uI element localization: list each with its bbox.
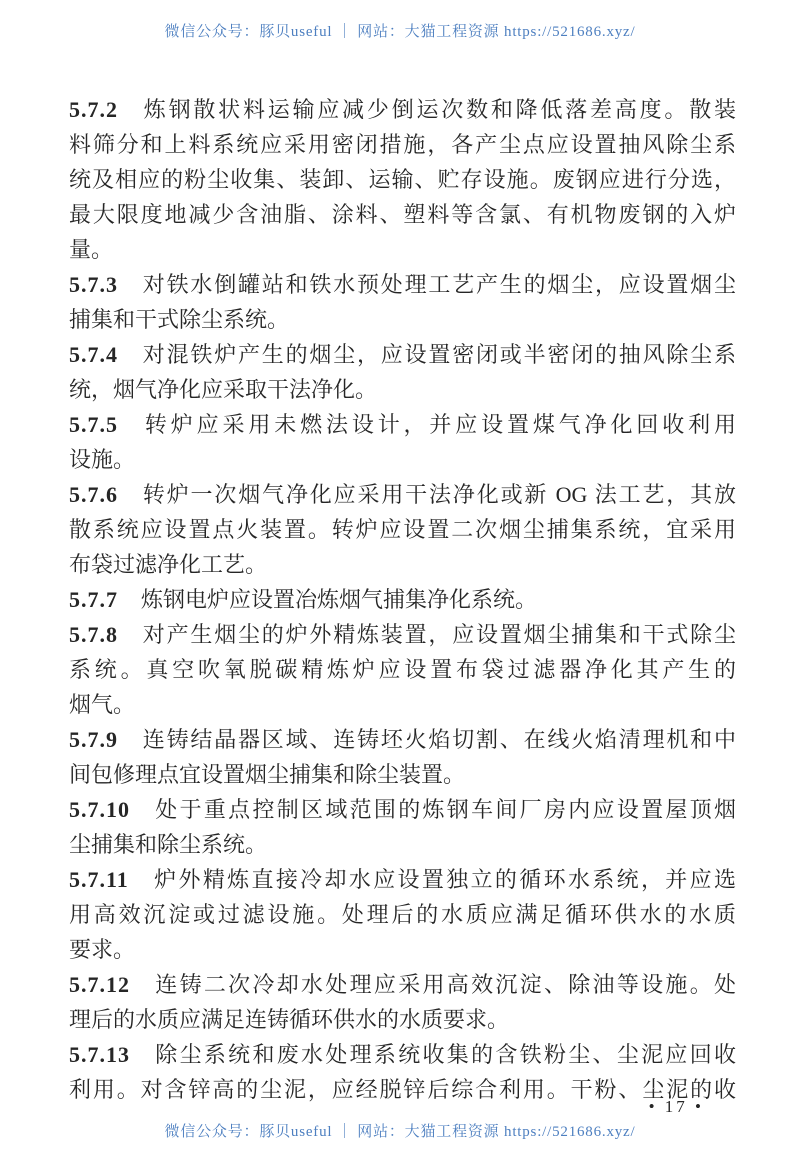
text-line (69, 337, 736, 372)
section-number: 5.7.11 (69, 867, 129, 892)
text-line: 捕集和干式除尘系统。 (69, 307, 290, 332)
text-line: 布袋过滤净化工艺。 (69, 552, 268, 577)
number-gap (129, 886, 152, 887)
text-line (69, 267, 736, 302)
number-gap (118, 431, 141, 432)
line-text: 连铸结晶器区域、连铸坯火焰切割、在线火焰清理机和中 (141, 727, 736, 752)
text-line (69, 582, 736, 617)
text-line (69, 407, 736, 442)
line-text: 炼钢电炉应设置冶炼烟气捕集净化系统。 (141, 587, 538, 612)
text-line: 间包修理点宜设置烟尘捕集和除尘装置。 (69, 762, 466, 787)
line-text: 对混铁炉产生的烟尘，应设置密闭或半密闭的抽风除尘系 (141, 342, 736, 367)
line-text: 处于重点控制区域范围的炼钢车间厂房内应设置屋顶烟 (153, 797, 736, 822)
line-text: 炼钢散状料运输应减少倒运次数和降低落差高度。散装 (141, 97, 736, 122)
section-number: 5.7.8 (69, 622, 118, 647)
text-line: 系统。真空吹氧脱碳精炼炉应设置布袋过滤器净化其产生的 (69, 657, 736, 682)
text-line (69, 967, 736, 1002)
text-line: 最大限度地减少含油脂、涂料、塑料等含氯、有机物废钢的入炉 (69, 202, 736, 227)
section-paragraph (69, 267, 736, 337)
line-text: 转炉应采用未燃法设计，并应设置煤气净化回收利用 (141, 412, 736, 437)
number-gap (118, 291, 141, 292)
text-line: 设施。 (69, 447, 136, 472)
line-text: 对铁水倒罐站和铁水预处理工艺产生的烟尘，应设置烟尘 (141, 272, 736, 297)
text-line: 理后的水质应满足连铸循环供水的水质要求。 (69, 1007, 510, 1032)
section-paragraph (69, 862, 736, 967)
line-text: 对产生烟尘的炉外精炼装置，应设置烟尘捕集和干式除尘 (141, 622, 736, 647)
section-number: 5.7.13 (69, 1042, 130, 1067)
section-number: 5.7.9 (69, 727, 118, 752)
section-paragraph (69, 582, 736, 617)
text-line (69, 1037, 736, 1072)
number-gap (118, 746, 141, 747)
section-number: 5.7.10 (69, 797, 130, 822)
document-body (69, 92, 736, 1107)
page-number: • 17 • (648, 1097, 704, 1116)
number-gap (118, 641, 141, 642)
section-number: 5.7.4 (69, 342, 118, 367)
section-number: 5.7.7 (69, 587, 118, 612)
text-line (69, 792, 736, 827)
number-gap (118, 501, 141, 502)
section-paragraph (69, 617, 736, 722)
section-number: 5.7.6 (69, 482, 118, 507)
section-number: 5.7.3 (69, 272, 118, 297)
line-text: 转炉一次烟气净化应采用干法净化或新 OG 法工艺，其放 (141, 482, 736, 507)
section-paragraph (69, 337, 736, 407)
text-line: 用高效沉淀或过滤设施。处理后的水质应满足循环供水的水质 (69, 902, 736, 927)
section-paragraph (69, 722, 736, 792)
text-line (69, 92, 736, 127)
line-text: 除尘系统和废水处理系统收集的含铁粉尘、尘泥应回收 (153, 1042, 736, 1067)
number-gap (130, 991, 153, 992)
text-line: 统，烟气净化应采取干法净化。 (69, 377, 378, 402)
text-line (69, 477, 736, 512)
section-number: 5.7.2 (69, 97, 118, 122)
section-paragraph (69, 1037, 736, 1107)
text-line: 统及相应的粉尘收集、装卸、运输、贮存设施。废钢应进行分选， (69, 167, 736, 192)
number-gap (118, 361, 141, 362)
number-gap (130, 816, 153, 817)
text-line (69, 722, 736, 757)
text-line: 烟气。 (69, 692, 136, 717)
section-paragraph (69, 967, 736, 1037)
section-number: 5.7.5 (69, 412, 118, 437)
number-gap (130, 1061, 153, 1062)
line-text: 炉外精炼直接冷却水应设置独立的循环水系统，并应选 (151, 867, 736, 892)
text-line (69, 617, 736, 652)
section-paragraph (69, 407, 736, 477)
section-paragraph (69, 477, 736, 582)
text-line: 散系统应设置点火装置。转炉应设置二次烟尘捕集系统，宜采用 (69, 517, 736, 542)
number-gap (118, 606, 141, 607)
header-watermark: 微信公众号：豚贝useful ｜ 网站：大猫工程资源 https://521686.xyz/ (164, 24, 636, 40)
text-line: 尘捕集和除尘系统。 (69, 832, 268, 857)
section-paragraph (69, 92, 736, 267)
text-line (69, 862, 736, 897)
section-number: 5.7.12 (69, 972, 130, 997)
text-line: 利用。对含锌高的尘泥，应经脱锌后综合利用。干粉、尘泥的收 (69, 1077, 736, 1102)
text-line: 量。 (69, 237, 114, 262)
number-gap (118, 116, 141, 117)
line-text: 连铸二次冷却水处理应采用高效沉淀、除油等设施。处 (153, 972, 736, 997)
footer-watermark: 微信公众号：豚贝useful ｜ 网站：大猫工程资源 https://521686.xyz/ (164, 1124, 636, 1140)
section-paragraph (69, 792, 736, 862)
text-line: 料筛分和上料系统应采用密闭措施，各产尘点应设置抽风除尘系 (69, 132, 736, 157)
text-line: 要求。 (69, 937, 136, 962)
